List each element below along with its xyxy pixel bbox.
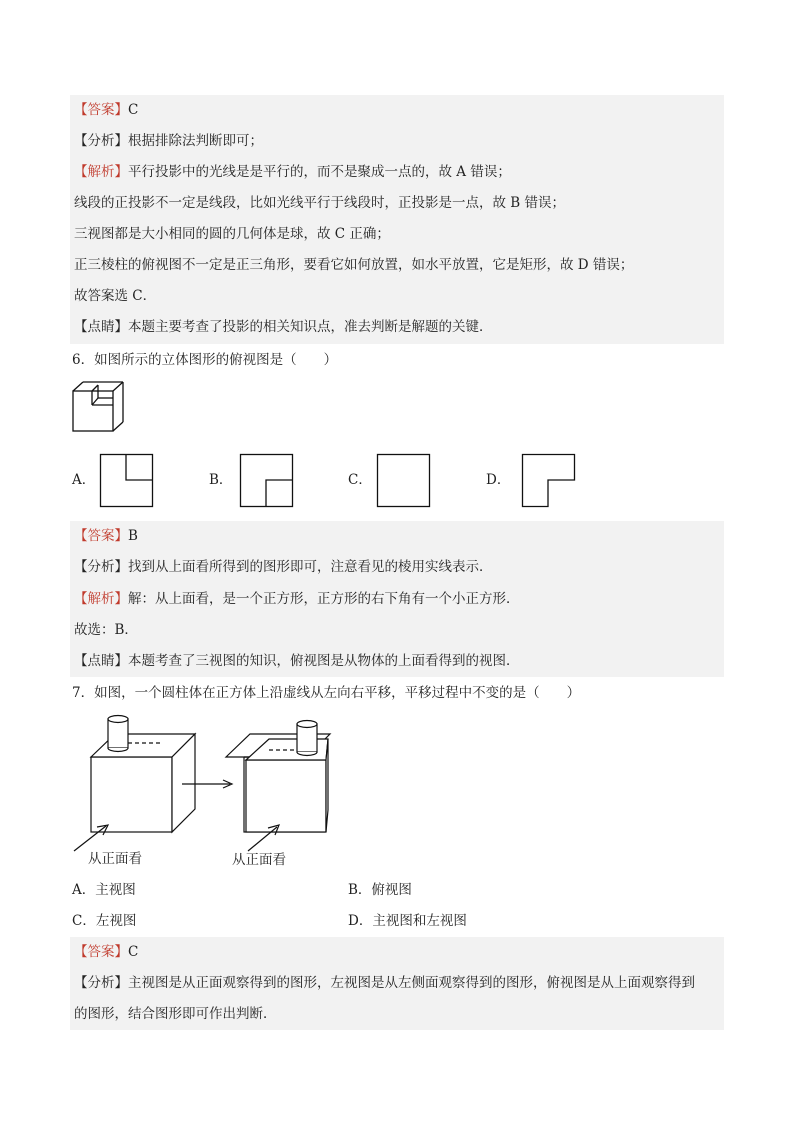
q5-solution-line-1 <box>74 161 511 183</box>
q6-option-d-figure <box>522 454 575 507</box>
analysis-text: 根据排除法判断即可； <box>128 133 263 149</box>
solution-text: 平行投影中的光线是是平行的，而不是聚成一点的，故 A 错误； <box>128 164 511 180</box>
q7-question: 7．如图，一个圆柱体在正方体上沿虚线从左向右平移，平移过程中不变的是（ ） <box>72 685 581 701</box>
solution-text: 解：从上面看，是一个正方形，正方形的右下角有一个小正方形． <box>128 591 520 607</box>
q6-option-b-figure <box>240 454 293 507</box>
solution-tag: 【解析】 <box>74 164 128 180</box>
q6-solution-line-2: 故选：B． <box>74 622 138 638</box>
analysis-tag: 【分析】 <box>74 133 128 149</box>
q6-answer-line <box>74 525 138 547</box>
answer-value: B <box>128 528 138 544</box>
q5-solution-line-3: 三视图都是大小相同的圆的几何体是球，故 C 正确； <box>74 226 390 242</box>
q6-comment-line <box>74 650 520 672</box>
analysis-text: 找到从上面看所得到的图形即可，注意看见的棱用实线表示． <box>128 559 493 575</box>
q7-analysis-line <box>74 972 695 994</box>
q5-analysis-line <box>74 130 263 152</box>
q6-question: 6．如图所示的立体图形的俯视图是（ ） <box>72 352 338 368</box>
q7-option-b: B．俯视图 <box>348 882 412 898</box>
answer-tag: 【答案】 <box>74 944 128 960</box>
comment-tag: 【点睛】 <box>74 653 128 669</box>
q6-option-a-label: A． <box>72 472 96 488</box>
q7-figure-label-left: 从正面看 <box>88 851 142 867</box>
answer-value: C <box>128 102 139 118</box>
q5-solution-line-5: 故答案选 C． <box>74 288 157 304</box>
q5-answer-line <box>74 99 138 121</box>
q7-analysis-line-2: 的图形，结合图形即可作出判断． <box>74 1006 277 1022</box>
q7-figure-label-right: 从正面看 <box>232 852 286 868</box>
q6-solid-figure <box>72 381 124 433</box>
comment-tag: 【点睛】 <box>74 319 128 335</box>
analysis-tag: 【分析】 <box>74 559 128 575</box>
solution-tag: 【解析】 <box>74 591 128 607</box>
q6-analysis-line <box>74 556 493 578</box>
analysis-tag: 【分析】 <box>74 975 128 991</box>
q7-answer-line <box>74 941 138 963</box>
answer-tag: 【答案】 <box>74 528 128 544</box>
q5-comment-line <box>74 316 493 338</box>
answer-tag: 【答案】 <box>74 102 128 118</box>
q6-option-b-label: B． <box>209 472 233 488</box>
q6-option-a-figure <box>100 454 153 507</box>
q7-option-a: A．主视图 <box>72 882 136 898</box>
q6-option-d-label: D． <box>486 472 511 488</box>
analysis-text: 主视图是从正面观察得到的图形，左视图是从左侧面观察得到的图形，俯视图是从上面观察得到 <box>128 975 695 991</box>
q7-option-c: C．左视图 <box>72 913 137 929</box>
comment-text: 本题主要考查了投影的相关知识点，准去判断是解题的关键． <box>128 319 493 335</box>
comment-text: 本题考查了三视图的知识，俯视图是从物体的上面看得到的视图． <box>128 653 520 669</box>
q6-option-c-label: C． <box>348 472 372 488</box>
q7-option-d: D．主视图和左视图 <box>348 913 467 929</box>
q5-solution-line-4: 正三棱柱的俯视图不一定是正三角形，要看它如何放置，如水平放置，它是矩形，故 D 错误； <box>74 257 634 273</box>
q5-solution-line-2: 线段的正投影不一定是线段，比如光线平行于线段时，正投影是一点，故 B 错误； <box>74 195 566 211</box>
q6-solution-line <box>74 588 520 610</box>
q6-option-c-figure <box>377 454 430 507</box>
answer-value: C <box>128 944 139 960</box>
